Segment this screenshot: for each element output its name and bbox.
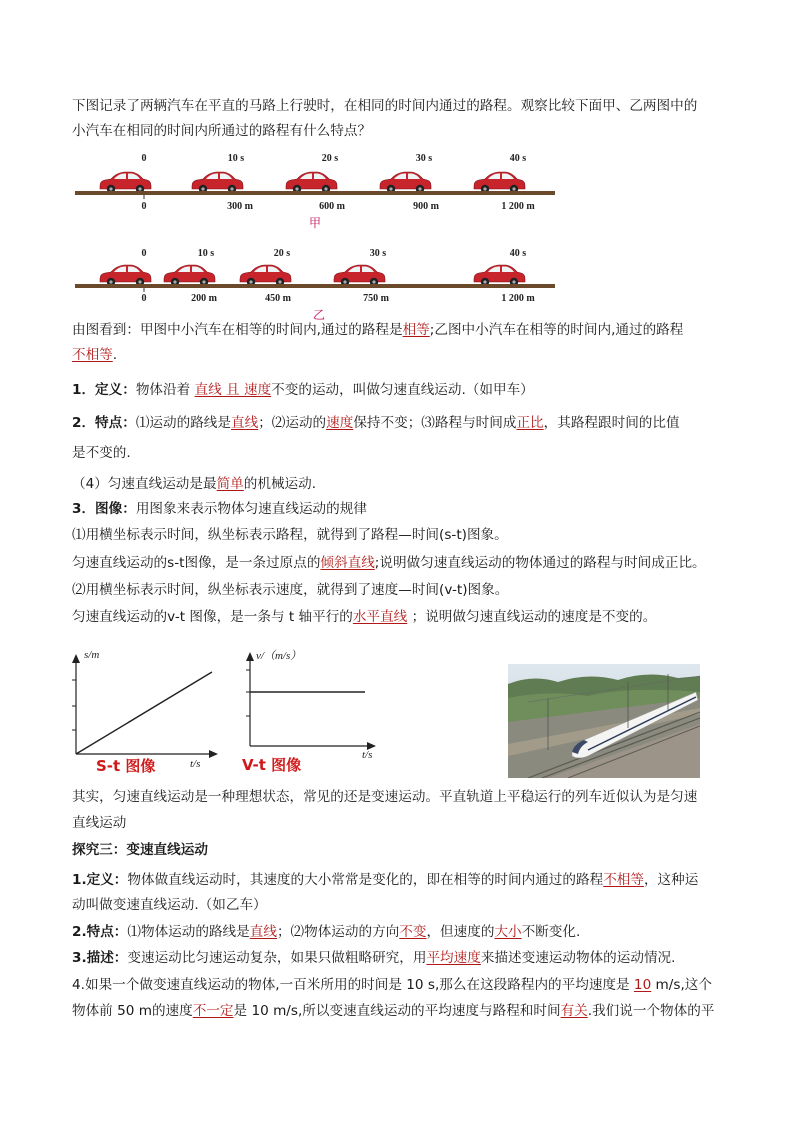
uniform-features-2: 是不变的. [72, 445, 131, 461]
intro-line-1: 下图记录了两辆汽车在平直的马路上行驶时，在相同的时间内通过的路程。观察比较下面甲、乙两图中的 [72, 98, 698, 114]
yi-caption: 乙 [312, 308, 326, 322]
car-yi-3 [240, 265, 291, 286]
jia-time-40: 40 s [509, 153, 527, 164]
jia-caption: 甲 [308, 216, 322, 230]
yi-dist-750: 750 m [363, 293, 389, 304]
variable-features: 2.特点：⑴物体运动的路线是直线；⑵物体运动的方向不变，但速度的大小不断变化. [72, 924, 581, 940]
car-yi-5 [474, 265, 525, 286]
ideal-line-2: 直线运动 [72, 815, 127, 831]
car-yi-1 [100, 265, 151, 286]
vt-description: 匀速直线运动的v-t 图像，是一条与 t 轴平行的水平直线 ；说明做匀速直线运动的速度是不变的。 [72, 609, 657, 625]
yi-dist-1200: 1 200 m [501, 293, 535, 304]
car-jia-3 [286, 172, 337, 193]
jia-dist-600: 600 m [319, 201, 345, 212]
graph-heading: 3．图像：用图象来表示物体匀速直线运动的规律 [72, 501, 367, 517]
yi-time-10: 10 s [197, 248, 215, 259]
yi-time-40: 40 s [509, 248, 527, 259]
vt-xlabel: t/s [362, 749, 373, 761]
jia-time-20: 20 s [321, 153, 339, 164]
explore-three-heading: 探究三：变速直线运动 [72, 842, 208, 858]
jia-dist-300: 300 m [227, 201, 253, 212]
variable-example-2: 物体前 50 m的速度不一定是 10 m/s,所以变速直线运动的平均速度与路程和时间有关.我们说一个物体的平 [72, 1003, 715, 1019]
jia-time-0: 0 [141, 153, 147, 164]
yi-time-0: 0 [141, 248, 147, 259]
st-title: S-t 图像 [96, 757, 156, 775]
uniform-definition: 1．定义：物体沿着 直线 且 速度不变的运动，叫做匀速直线运动.（如甲车） [72, 382, 534, 398]
vt-ylabel: v/（m/s） [256, 650, 302, 662]
car-jia-4 [380, 172, 431, 193]
jia-dist-1200: 1 200 m [501, 201, 535, 212]
yi-dist-450: 450 m [265, 293, 291, 304]
variable-definition: 1.定义：物体做直线运动时，其速度的大小常常是变化的，即在相等的时间内通过的路程不相等，这种运 [72, 872, 699, 888]
fill-not-equal: 不相等 [72, 347, 113, 363]
train-photo [508, 664, 700, 778]
observe-line-2: 不相等. [72, 347, 118, 363]
variable-definition-2: 动叫做变速直线运动.（如乙车） [72, 897, 267, 913]
fill-straight-speed: 直线 且 速度 [194, 382, 272, 398]
yi-dist-0: 0 [141, 293, 147, 304]
st-graph [72, 644, 222, 776]
variable-example-1: 4.如果一个做变速直线运动的物体,一百米所用的时间是 10 s,那么在这段路程内的平均速度是 10 m/s,这个 [72, 977, 712, 993]
fill-equal: 相等 [402, 322, 430, 338]
car-yi-2 [164, 265, 215, 286]
figure-yi [72, 245, 558, 323]
st-xlabel: t/s [190, 758, 201, 770]
jia-time-30: 30 s [415, 153, 433, 164]
observe-line-1: 由图看到：甲图中小汽车在相等的时间内,通过的路程是相等;乙图中小汽车在相等的时间内,通过的路程 [72, 322, 684, 338]
yi-time-30: 30 s [369, 248, 387, 259]
jia-dist-0: 0 [141, 201, 147, 212]
st-description: 匀速直线运动的s-t图像，是一条过原点的倾斜直线;说明做匀速直线运动的物体通过的路程与时间成正比。 [72, 555, 706, 571]
yi-dist-200: 200 m [191, 293, 217, 304]
variable-description: 3.描述：变速运动比匀速运动复杂，如果只做粗略研究，用平均速度来描述变速运动物体的运动情况. [72, 950, 676, 966]
jia-time-10: 10 s [227, 153, 245, 164]
car-jia-5 [474, 172, 525, 193]
road-jia [75, 191, 555, 195]
st-ylabel: s/m [84, 649, 100, 661]
vt-title: V-t 图像 [242, 756, 302, 774]
uniform-simplest: （4）匀速直线运动是最简单的机械运动. [72, 476, 317, 492]
car-jia-1 [100, 172, 151, 193]
intro-line-2: 小汽车在相同的时间内所通过的路程有什么特点？ [72, 123, 372, 139]
st-line [76, 672, 212, 754]
car-yi-4 [334, 265, 385, 286]
road-yi [75, 284, 555, 288]
figure-jia [72, 150, 558, 232]
car-jia-2 [192, 172, 243, 193]
st-intro: ⑴用横坐标表示时间，纵坐标表示路程，就得到了路程—时间(s-t)图象。 [72, 527, 508, 543]
ideal-line-1: 其实，匀速直线运动是一种理想状态，常见的还是变速运动。平直轨道上平稳运行的列车近似认为是匀速 [72, 789, 698, 805]
vt-intro: ⑵用横坐标表示时间，纵坐标表示速度，就得到了速度—时间(v-t)图象。 [72, 582, 509, 598]
uniform-features: 2．特点：⑴运动的路线是直线；⑵运动的速度保持不变；⑶路程与时间成正比，其路程跟时间的比值 [72, 415, 680, 431]
jia-dist-900: 900 m [413, 201, 439, 212]
yi-time-20: 20 s [273, 248, 291, 259]
vt-graph [240, 644, 390, 776]
